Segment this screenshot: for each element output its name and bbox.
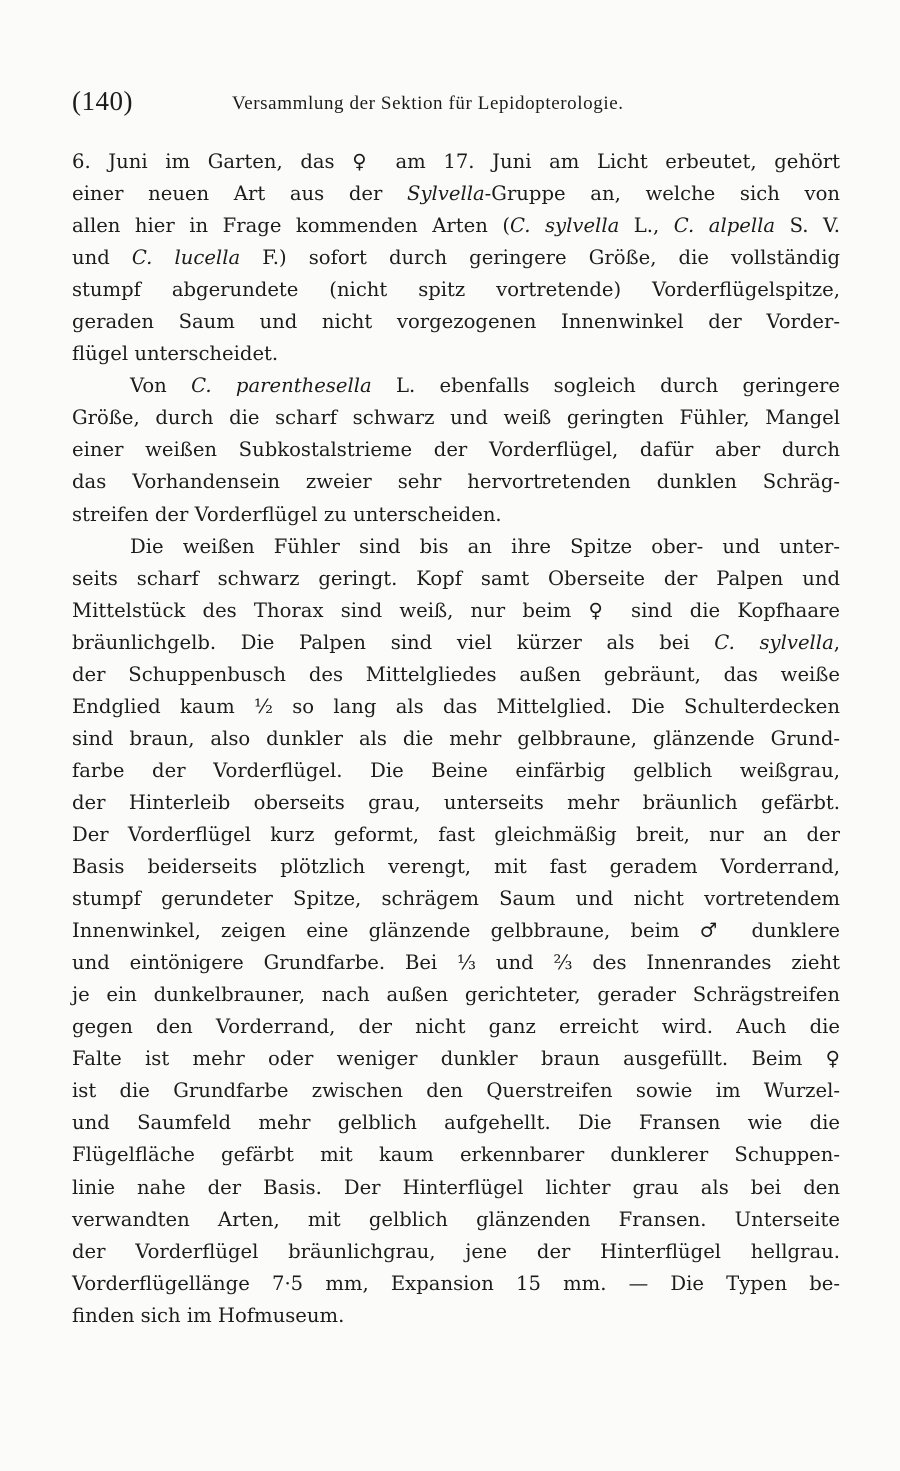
text-segment: bräunlichgelb. Die Palpen sind viel kürzer als bei [72, 630, 715, 654]
text-line [72, 979, 840, 1011]
text-segment: Der Vorderflügel kurz geformt, fast gleichmäßig breit, nur an der [72, 822, 840, 846]
text-line [72, 947, 840, 979]
text-line [72, 1107, 840, 1139]
page-number: (140) [72, 86, 133, 116]
page-header [72, 84, 842, 124]
text-segment: je ein dunkelbrauner, nach außen gerichteter, gerader Schrägstreifen [72, 983, 840, 1007]
text-segment: Die weißen Fühler sind bis an ihre Spitze ober- und unter- [130, 534, 840, 558]
text-segment: Von [130, 374, 192, 398]
text-segment: und Saumfeld mehr gelblich aufgehellt. Die Fransen wie die [72, 1111, 840, 1135]
text-segment: der Schuppenbusch des Mittelgliedes außen gebräunt, das weiße [72, 662, 840, 686]
italic-text: C. parenthesella [191, 374, 372, 398]
text-segment: Größe, durch die scharf schwarz und weiß geringten Fühler, Mangel [72, 406, 840, 430]
text-segment: linie nahe der Basis. Der Hinterflügel lichter grau als bei den [72, 1175, 840, 1199]
text-segment: Flügelfläche gefärbt mit kaum erkennbarer dunklerer Schuppen- [72, 1143, 840, 1167]
text-line [72, 434, 840, 466]
text-line [72, 1268, 840, 1300]
text-segment: verwandten Arten, mit gelblich glänzenden Fransen. Unterseite [72, 1207, 840, 1231]
text-segment: gegen den Vorderrand, der nicht ganz erreicht wird. Auch die [72, 1015, 840, 1039]
italic-text: Sylvella [407, 182, 485, 206]
text-segment: 6. Juni im Garten, das ♀ am 17. Juni am Licht erbeutet, gehört [72, 150, 840, 173]
text-segment: , [833, 630, 840, 654]
italic-text: C. lucella [131, 246, 241, 270]
text-line [72, 915, 840, 947]
text-line [72, 851, 840, 883]
text-line [72, 499, 840, 531]
text-line [72, 1172, 840, 1204]
text-segment: S. V. [775, 214, 840, 238]
text-line [72, 338, 840, 370]
text-line [72, 210, 840, 242]
text-line [72, 1204, 840, 1236]
text-line [72, 1236, 840, 1268]
text-line [72, 466, 840, 498]
text-line [72, 242, 840, 274]
text-segment: sind braun, also dunkler als die mehr gelbbraune, glänzende Grund- [72, 726, 840, 750]
text-line [72, 659, 840, 691]
text-segment: und eintönigere Grundfarbe. Bei ⅓ und ⅔ des Innenrandes zieht [72, 951, 840, 975]
text-segment: Basis beiderseits plötzlich verengt, mit fast geradem Vorderrand, [72, 855, 840, 879]
text-line [72, 691, 840, 723]
italic-text: C. sylvella [509, 214, 620, 238]
text-segment: Falte ist mehr oder weniger dunkler braun ausgefüllt. Beim ♀ [72, 1047, 840, 1071]
text-line [72, 563, 840, 595]
text-segment: stumpf gerundeter Spitze, schrägem Saum und nicht vortretendem [72, 887, 840, 911]
text-line [72, 723, 840, 755]
text-line [72, 274, 840, 306]
italic-text: C. alpella [673, 214, 776, 238]
text-segment: flügel unterscheidet. [72, 342, 279, 366]
text-line [72, 146, 840, 178]
text-line [72, 883, 840, 915]
italic-text: C. sylvella [714, 630, 834, 654]
text-line [72, 1043, 840, 1075]
text-segment: und [72, 246, 132, 270]
text-segment: der Hinterleib oberseits grau, unterseits mehr bräunlich gefärbt. [72, 790, 840, 814]
text-segment: das Vorhandensein zweier sehr hervortretenden dunklen Schräg- [72, 470, 840, 494]
text-segment: streifen der Vorderflügel zu unterscheiden. [72, 502, 502, 526]
text-segment: farbe der Vorderflügel. Die Beine einfärbig gelblich weißgrau, [72, 758, 840, 782]
text-segment: seits scharf schwarz geringt. Kopf samt Oberseite der Palpen und [72, 566, 840, 590]
text-segment: Innenwinkel, zeigen eine glänzende gelbbraune, beim ♂ dunklere [72, 919, 840, 943]
running-head: Versammlung der Sektion für Lepidopterologie. [232, 93, 624, 114]
text-line [72, 1011, 840, 1043]
text-line [72, 595, 840, 627]
text-line [72, 370, 840, 402]
text-segment: finden sich im Hofmuseum. [72, 1303, 345, 1327]
text-line [72, 819, 840, 851]
text-line [72, 1300, 840, 1332]
text-segment: einer weißen Subkostalstrieme der Vorderflügel, dafür aber durch [72, 438, 840, 462]
text-line [72, 755, 840, 787]
text-line [72, 1139, 840, 1171]
text-line [72, 531, 840, 563]
text-segment: Mittelstück des Thorax sind weiß, nur beim ♀ sind die Kopfhaare [72, 598, 840, 622]
text-line [72, 1075, 840, 1107]
text-segment: Endglied kaum ½ so lang als das Mittelglied. Die Schulterdecken [72, 694, 840, 718]
text-line [72, 402, 840, 434]
text-segment: F.) sofort durch geringere Größe, die vollständig [240, 246, 840, 270]
text-segment: ist die Grundfarbe zwischen den Querstreifen sowie im Wurzel- [72, 1079, 840, 1103]
body-text [72, 146, 840, 1332]
text-segment: einer neuen Art aus der [72, 182, 408, 206]
text-segment: Vorderflügellänge 7·5 mm, Expansion 15 mm. — Die Typen be- [72, 1271, 840, 1295]
text-segment: L., [619, 214, 674, 238]
text-segment: -Gruppe an, welche sich von [484, 182, 840, 206]
text-segment: allen hier in Frage kommenden Arten ( [72, 214, 510, 238]
text-line [72, 627, 840, 659]
text-segment: stumpf abgerundete (nicht spitz vortretende) Vorderflügelspitze, [72, 278, 840, 302]
text-line [72, 787, 840, 819]
text-line [72, 178, 840, 210]
text-line [72, 306, 840, 338]
text-segment: geraden Saum und nicht vorgezogenen Innenwinkel der Vorder- [72, 310, 840, 334]
text-segment: L. ebenfalls sogleich durch geringere [371, 374, 841, 398]
text-segment: der Vorderflügel bräunlichgrau, jene der Hinterflügel hellgrau. [72, 1239, 840, 1263]
